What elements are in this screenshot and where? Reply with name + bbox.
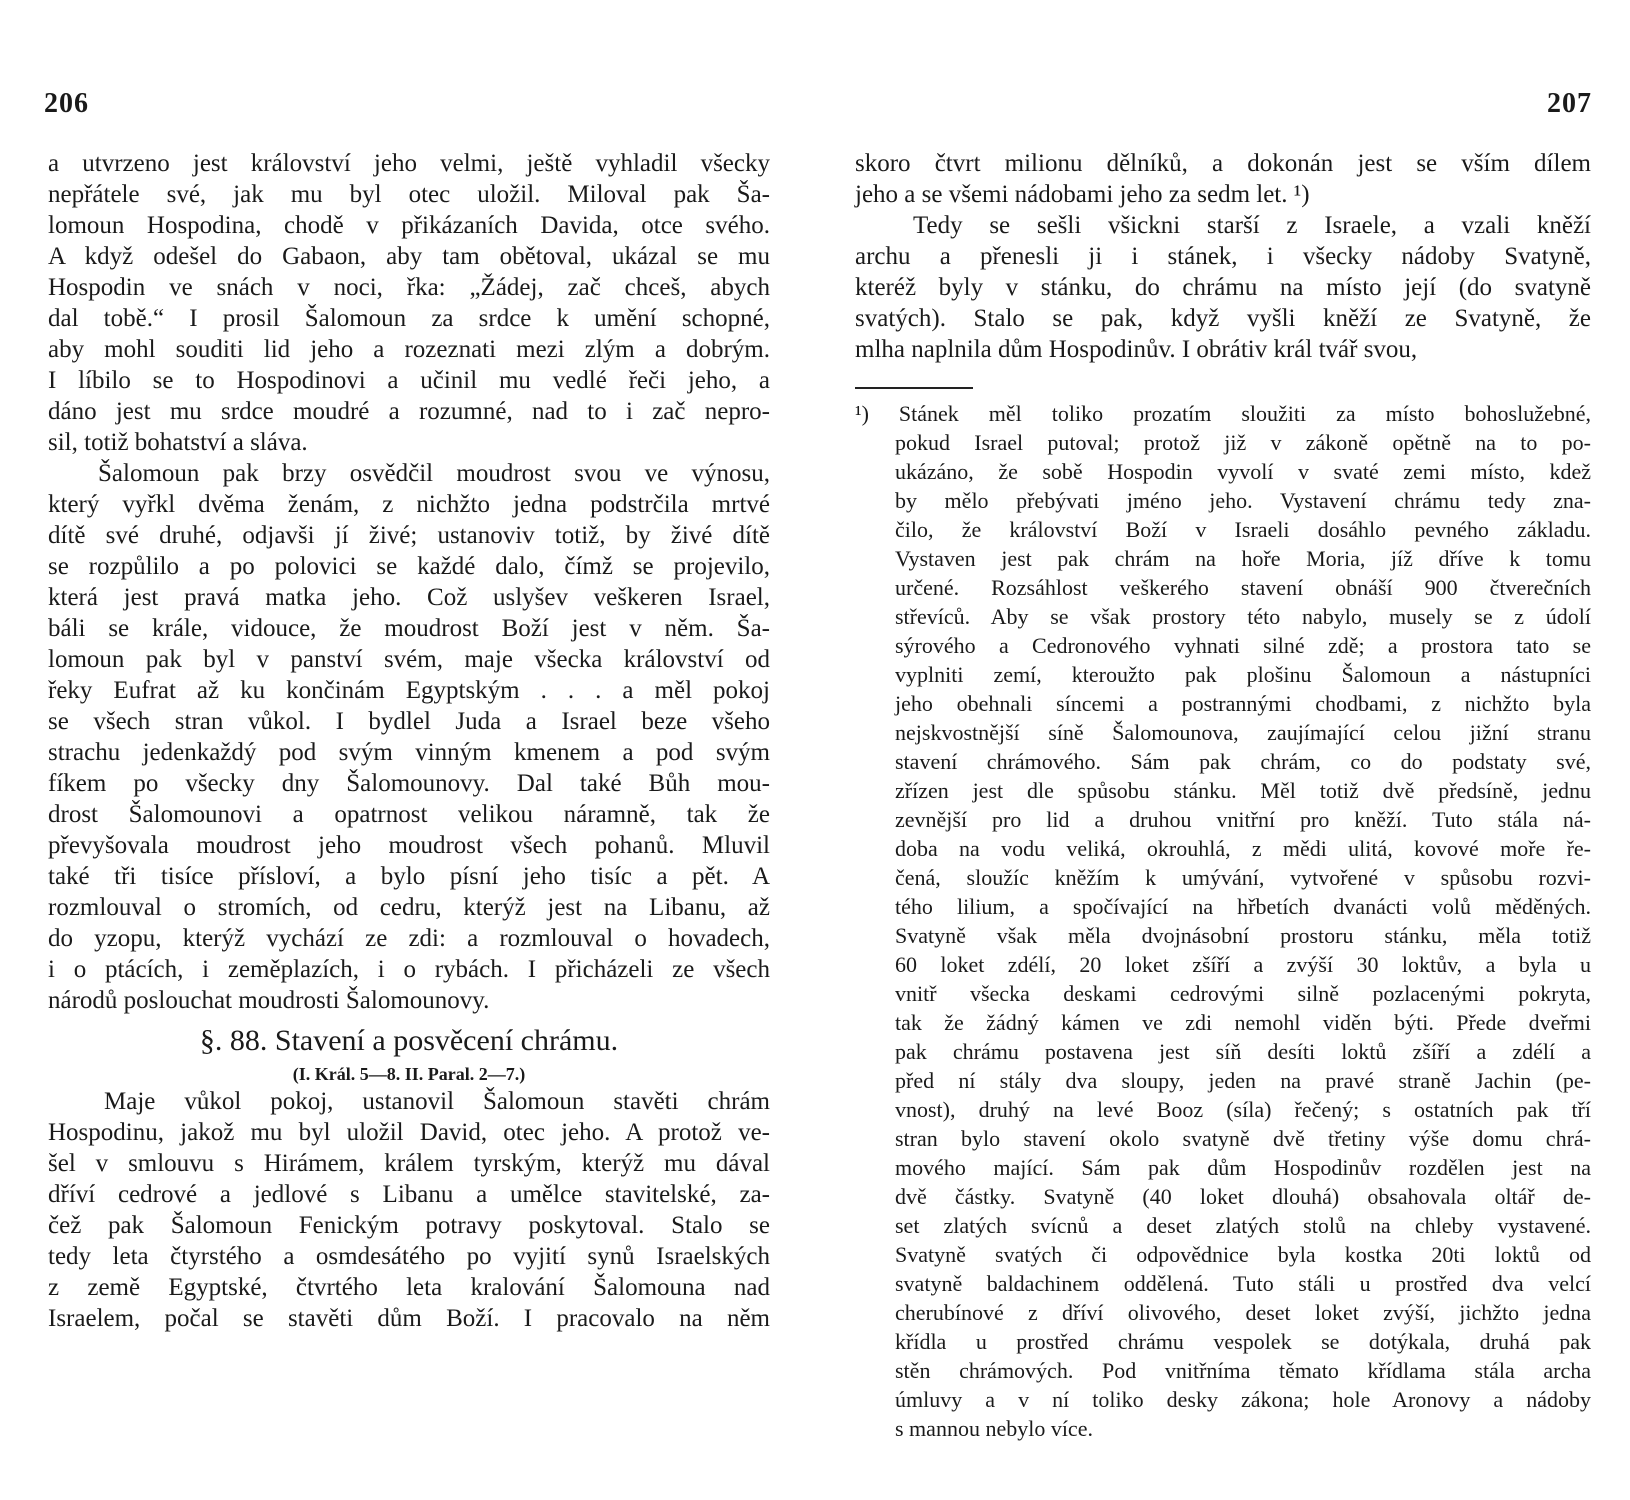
text-line: tedy leta čtyrstého a osmdesátého po vyjití synů Israelských	[48, 1243, 770, 1270]
right-body-text	[855, 148, 1591, 365]
right-page	[815, 0, 1630, 1500]
footnote-line: ukázáno, že sobě Hospodin vyvolí v svaté zemi místo, kdež	[895, 459, 1591, 484]
footnote-line: čená, sloužíc kněžím k umývání, vytvořené v spůsobu rozvi-	[895, 865, 1591, 890]
section-reference: (I. Král. 5—8. II. Paral. 2—7.)	[292, 1064, 526, 1084]
text-line: mlha naplnila dům Hospodinův. I obrátiv král tvář svou,	[855, 336, 1418, 363]
footnote-line: určené. Rozsáhlost veškerého stavení obnáší 900 čtverečních	[895, 575, 1591, 600]
text-line: rozmlouval o stromích, od cedru, kterýž jest na Libanu, až	[48, 894, 770, 921]
left-body-text	[48, 148, 770, 1016]
left-text-column	[48, 148, 770, 1334]
footnote-rule	[855, 387, 973, 389]
text-line: I líbilo se to Hospodinovi a učinil mu vedlé řeči jeho, a	[48, 367, 770, 394]
text-line: Šalomoun pak brzy osvědčil moudrost svou ve výnosu,	[98, 460, 770, 487]
footnote-line: svatyně baldachinem oddělená. Tuto stáli u prostřed dva velcí	[895, 1271, 1591, 1296]
footnote-line: před ní stály dva sloupy, jeden na pravé straně Jachin (pe-	[895, 1068, 1591, 1093]
section-body-text	[48, 1086, 770, 1334]
footnote-marker: ¹)	[855, 401, 899, 426]
footnote-line: mového mající. Sám pak dům Hospodinův rozdělen jest na	[895, 1155, 1591, 1180]
text-line: archu a přenesli ji i stánek, i všecky nádoby Svatyně,	[855, 243, 1591, 270]
section-heading: §. 88. Stavení a posvěcení chrámu.	[199, 1024, 619, 1057]
text-line: převyšovala moudrost jeho moudrost všech pohanů. Mluvil	[48, 832, 770, 859]
text-line: z země Egyptské, čtvrtého leta kralování Šalomouna nad	[48, 1274, 770, 1301]
text-line: nepřátele své, jak mu byl otec uložil. Miloval pak Ša-	[48, 181, 770, 208]
footnote-text	[855, 399, 1591, 1443]
text-line: dáno jest mu srdce moudré a rozumné, nad to i zač nepro-	[48, 398, 770, 425]
text-line: Tedy se sešli všickni starší z Israele, a vzali kněží	[913, 212, 1591, 239]
text-line: skoro čtvrt milionu dělníků, a dokonán jest se vším dílem	[855, 150, 1591, 177]
text-line: drost Šalomounovi a opatrnost velikou náramně, tak že	[48, 801, 770, 828]
text-line: také tři tisíce přísloví, a bylo písní jeho tisíc a pět. A	[48, 863, 770, 890]
footnote-line: sýrového a Cedronového vyhnati silné zdě; a prostora tato se	[895, 633, 1591, 658]
footnote-line: stěn chrámových. Pod vnitřníma těmato křídlama stála archa	[895, 1358, 1591, 1383]
footnote-line: křídla u prostřed chrámu vespolek se dotýkala, druhá pak	[895, 1329, 1591, 1354]
text-line: Israelem, počal se stavěti dům Boží. I pracovalo na něm	[48, 1305, 770, 1332]
page-number-right: 207	[1547, 88, 1592, 119]
text-line: jeho a se všemi nádobami jeho za sedm let. ¹)	[855, 181, 1310, 208]
text-line: který vyřkl dvěma ženám, z nichžto jedna podstrčila mrtvé	[48, 491, 770, 518]
footnote-line: vnitř všecka deskami cedrovými silně pozlacenými pokryta,	[895, 981, 1591, 1006]
text-line: strachu jedenkaždý pod svým vinným kmenem a pod svým	[48, 739, 770, 766]
footnote-line: nejskvostnější síně Šalomounova, zaujímající celou jižní stranu	[895, 720, 1591, 745]
footnote-line: doba na vodu veliká, okrouhlá, z mědi ulitá, kovové moře ře-	[895, 836, 1591, 861]
footnote-line: zevnější pro lid a druhou vnitřní pro kněží. Tuto stála ná-	[895, 807, 1591, 832]
footnote-line: by mělo přebývati jméno jeho. Vystavení chrámu tedy zna-	[895, 488, 1591, 513]
footnote-line: set zlatých svícnů a deset zlatých stolů na chleby vystavené.	[895, 1213, 1591, 1238]
footnote-line-text: Stánek měl toliko prozatím sloužiti za místo bohoslužebné,	[898, 401, 1591, 426]
footnote-line: cherubínové z dříví olivového, deset loket zvýší, jichžto jedna	[895, 1300, 1591, 1325]
footnote-line: 60 loket zdélí, 20 loket zšíří a zvýší 30 loktův, a byla u	[895, 952, 1591, 977]
text-line: se všech stran vůkol. I bydlel Juda a Israel beze všeho	[48, 708, 770, 735]
footnote-line: pokud Israel putoval; protož již v zákoně opětně na to po-	[895, 430, 1591, 455]
footnote-line: s mannou nebylo více.	[895, 1416, 1093, 1441]
text-line: fíkem po všecky dny Šalomounovy. Dal také Bůh mou-	[48, 770, 770, 797]
right-text-column	[855, 148, 1591, 1443]
footnote-line: vyplniti zemí, kteroužto pak plošinu Šalomoun a nástupníci	[895, 662, 1591, 687]
text-line: dal tobě.“ I prosil Šalomoun za srdce k umění schopné,	[48, 305, 770, 332]
text-line: čež pak Šalomoun Fenickým potravy poskytoval. Stalo se	[48, 1212, 770, 1239]
text-line: a utvrzeno jest království jeho velmi, ještě vyhladil všecky	[48, 150, 770, 177]
text-line: která jest pravá matka jeho. Což uslyšev veškeren Israel,	[48, 584, 770, 611]
text-line: i o ptácích, i zeměplazích, i o rybách. I přicházeli ze všech	[48, 956, 770, 983]
text-line: aby mohl souditi lid jeho a rozeznati mezi zlým a dobrým.	[48, 336, 770, 363]
footnote-line: Vystaven jest pak chrám na hoře Moria, jíž dříve k tomu	[895, 546, 1591, 571]
footnote-line: úmluvy a v ní toliko desky zákona; hole Aronovy a nádoby	[895, 1387, 1591, 1412]
footnote-line: zřízen jest dle spůsobu stánku. Měl totiž dvě předsíně, jednu	[895, 778, 1591, 803]
page-number-left: 206	[44, 88, 89, 119]
text-line: se rozpůlilo a po polovici se každé dalo, čímž se projevilo,	[48, 553, 770, 580]
text-line: lomoun pak byl v panství svém, maje všecka království od	[48, 646, 770, 673]
text-line: dítě své druhé, odjavši jí živé; ustanoviv totiž, by živé dítě	[48, 522, 770, 549]
footnote-line: pak chrámu postavena jest síň desíti loktů zšíří a zdélí a	[895, 1039, 1591, 1064]
footnote-line: dvě částky. Svatyně (40 loket dlouhá) obsahovala oltář de-	[895, 1184, 1591, 1209]
text-line: řeky Eufrat až ku končinám Egyptským . . . a měl pokoj	[48, 677, 770, 704]
text-line: A když odešel do Gabaon, aby tam obětoval, ukázal se mu	[48, 243, 770, 270]
footnote-line: střevíců. Aby se však prostory této nabylo, musely se z údolí	[895, 604, 1591, 629]
footnote-line: jeho obehnali síncemi a postrannými chodbami, z nichžto byla	[895, 691, 1591, 716]
text-line: šel v smlouvu s Hirámem, králem tyrským, kterýž mu dával	[48, 1150, 770, 1177]
text-line: báli se krále, vidouce, že moudrost Boží jest v něm. Ša-	[48, 615, 770, 642]
text-line: kteréž byly v stánku, do chrámu na místo její (do svatyně	[855, 274, 1591, 301]
text-line: sil, totiž bohatství a sláva.	[48, 429, 308, 456]
text-line: Hospodinu, jakož mu byl uložil David, otec jeho. A protož ve-	[48, 1119, 770, 1146]
text-line: národů poslouchat moudrosti Šalomounovy.	[48, 987, 490, 1014]
text-line: lomoun Hospodina, chodě v přikázaních Davida, otce svého.	[48, 212, 770, 239]
text-line: do yzopu, kterýž vychází ze zdi: a rozmlouval o hovadech,	[48, 925, 770, 952]
footnote-line: stavení chrámového. Sám pak chrám, co do podstaty své,	[895, 749, 1591, 774]
footnote-line: vnost), druhý na levé Booz (síla) řečený; s ostatních pak tří	[895, 1097, 1591, 1122]
footnote-line	[855, 399, 1591, 428]
text-line: dříví cedrové a jedlové s Libanu a umělce stavitelské, za-	[48, 1181, 770, 1208]
footnote-line: tého lilium, a spočívající na hřbetích dvanácti volů měděných.	[895, 894, 1591, 919]
text-line: Maje vůkol pokoj, ustanovil Šalomoun stavěti chrám	[104, 1088, 770, 1115]
footnote-line: tak že žádný kámen ve zdi nemohl viděn býti. Přede dveřmi	[895, 1010, 1591, 1035]
text-line: Hospodin ve snách v noci, řka: „Žádej, zač chceš, abych	[48, 274, 770, 301]
footnote-line: Svatyně svatých či odpovědnice byla kostka 20ti loktů od	[895, 1242, 1591, 1267]
text-line: svatých). Stalo se pak, když vyšli kněží ze Svatyně, že	[855, 305, 1591, 332]
footnote-line: čilo, že království Boží v Israeli dosáhlo pevného základu.	[895, 517, 1591, 542]
footnote-line: stran bylo stavení okolo svatyně dvě třetiny výše domu chrá-	[895, 1126, 1591, 1151]
footnote-line: Svatyně však měla dvojnásobní prostoru stánku, měla totiž	[895, 923, 1591, 948]
